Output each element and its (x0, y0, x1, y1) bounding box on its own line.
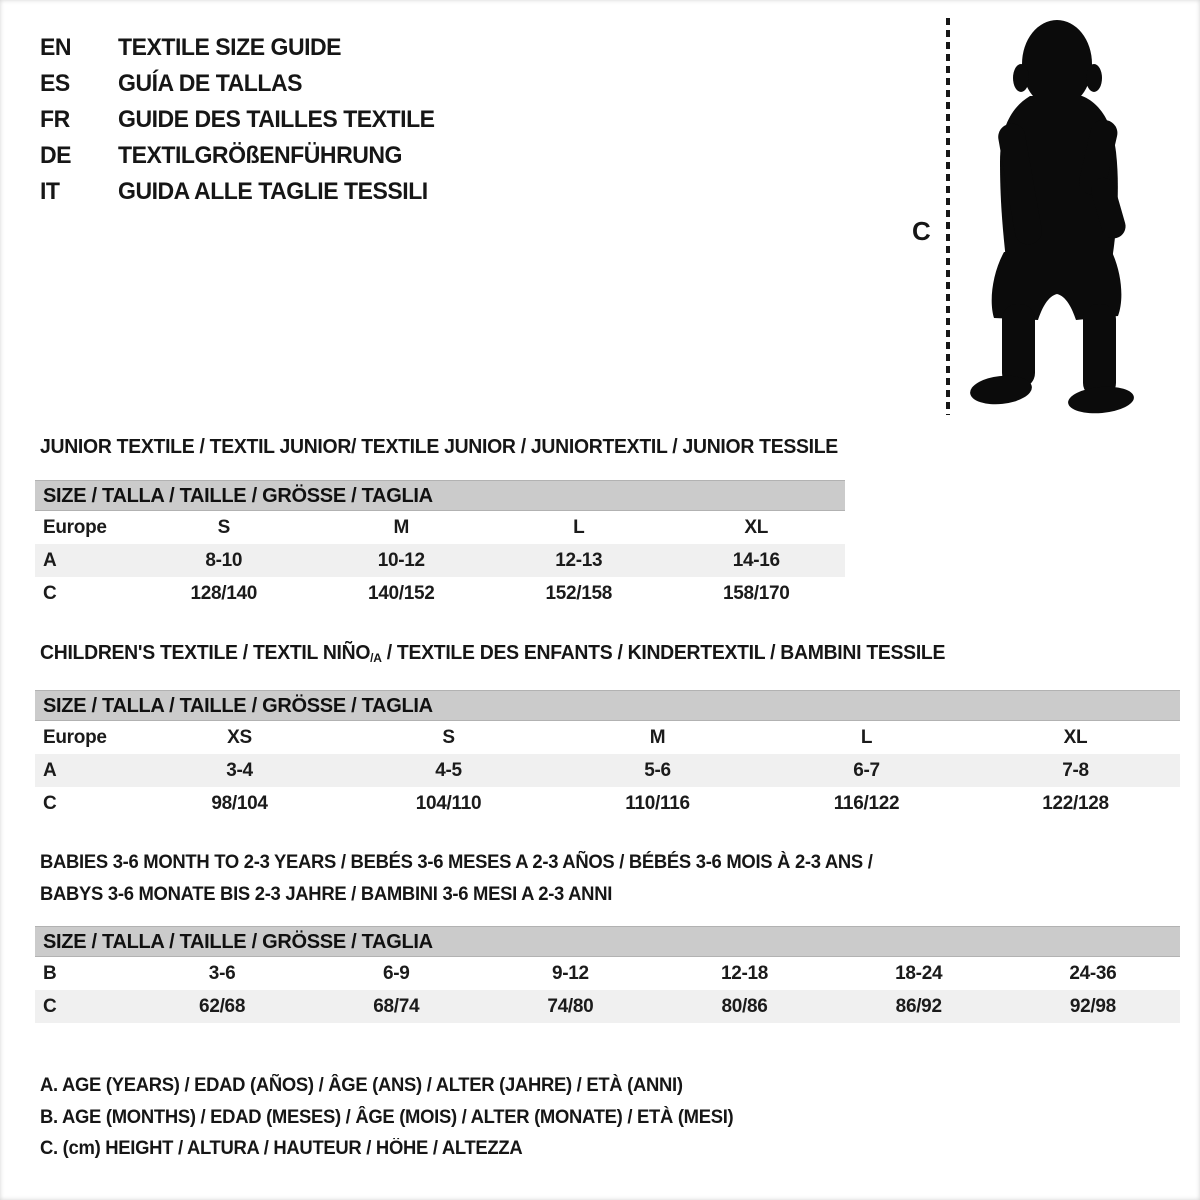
size-cell: 122/128 (1042, 792, 1109, 814)
size-cell: 140/152 (367, 582, 435, 604)
size-cell: S (217, 516, 230, 538)
size-cell: XS (227, 726, 252, 748)
row-label: Europe (43, 726, 107, 748)
size-cell: 12-13 (555, 549, 603, 571)
size-cell: L (573, 516, 585, 538)
language-code: ES (40, 70, 70, 97)
size-cell: 7-8 (1062, 759, 1089, 781)
size-cell: 12-18 (720, 962, 769, 984)
toddler-silhouette-icon (960, 12, 1145, 414)
size-cell: 9-12 (551, 962, 589, 984)
language-code: IT (40, 178, 60, 205)
section-title-text: BABIES 3-6 MONTH TO 2-3 YEARS / BEBÉS 3-6 MESES A 2-3 AÑOS / BÉBÉS 3-6 MOIS À 2-3 ANS / (40, 852, 873, 873)
size-cell: 8-10 (205, 549, 243, 571)
language-title: TEXTILGRÖßENFÜHRUNG (118, 142, 402, 169)
language-title: GUIDA ALLE TAGLIE TESSILI (118, 178, 428, 205)
row-label: Europe (43, 516, 107, 538)
height-measure-label: C (912, 216, 931, 246)
size-cell: XL (1063, 726, 1088, 748)
size-cell: 92/98 (1069, 995, 1116, 1017)
size-cell: 62/68 (199, 995, 246, 1017)
size-cell: 5-6 (644, 759, 671, 781)
section-title-text: CHILDREN'S TEXTILE / TEXTIL NIÑO (40, 642, 371, 664)
size-cell: 10-12 (377, 549, 425, 571)
section-title-text: / TEXTILE DES ENFANTS / KINDERTEXTIL / BAMBINI TESSILE (381, 642, 946, 664)
footnotes (40, 1070, 755, 1165)
table-row-height (35, 577, 845, 610)
footnote-height: C. (cm) HEIGHT / ALTURA / HAUTEUR / HÖHE / ALTEZZA (40, 1138, 523, 1159)
size-cell: M (393, 516, 410, 538)
language-row-de (40, 138, 448, 174)
height-measure-line (946, 18, 950, 415)
section-title-children (40, 642, 945, 669)
junior-size-table (35, 480, 845, 610)
size-cell: 128/140 (190, 582, 258, 604)
row-label: C (43, 995, 57, 1017)
section-title-babies-line1 (40, 852, 873, 874)
footnote-age-years: A. AGE (YEARS) / EDAD (AÑOS) / ÂGE (ANS) / ALTER (JAHRE) / ETÀ (ANNI) (40, 1075, 683, 1096)
language-row-en (40, 30, 448, 66)
size-cell: 74/80 (547, 995, 594, 1017)
size-cell: 14-16 (732, 549, 780, 571)
row-label: A (43, 549, 57, 571)
size-cell: 6-9 (382, 962, 410, 984)
section-title-subscript: /A (370, 651, 382, 666)
row-label: B (43, 962, 57, 984)
section-title-text: BABYS 3-6 MONATE BIS 2-3 JAHRE / BAMBINI 3-6 MESI A 2-3 ANNI (40, 884, 613, 905)
size-cell: 110/116 (625, 792, 690, 814)
size-cell: M (649, 726, 666, 748)
table-row-height (35, 990, 1180, 1023)
language-row-it (40, 174, 448, 210)
section-title-text: JUNIOR TEXTILE / TEXTIL JUNIOR/ TEXTILE JUNIOR / JUNIORTEXTIL / JUNIOR TESSILE (40, 436, 838, 458)
size-cell: 6-7 (853, 759, 880, 781)
size-cell: 68/74 (373, 995, 420, 1017)
language-code: FR (40, 106, 70, 133)
size-cell: L (860, 726, 873, 748)
size-cell: 3-6 (208, 962, 236, 984)
size-cell: 86/92 (895, 995, 942, 1017)
size-cell: 80/86 (721, 995, 768, 1017)
babies-size-table (35, 926, 1180, 1023)
table-row-age (35, 754, 1180, 787)
language-title: GUIDE DES TAILLES TEXTILE (118, 106, 435, 133)
language-row-es (40, 66, 448, 102)
table-row-height (35, 787, 1180, 820)
size-cell: 3-4 (226, 759, 253, 781)
size-cell: 116/122 (833, 792, 900, 814)
size-cell: 104/110 (415, 792, 482, 814)
table-row-europe (35, 721, 1180, 754)
language-code: DE (40, 142, 72, 169)
size-cell: 158/170 (722, 582, 790, 604)
section-title-babies-line2 (40, 884, 612, 906)
size-cell: XL (744, 516, 769, 538)
size-header-bar: SIZE / TALLA / TAILLE / GRÖSSE / TAGLIA (35, 690, 1180, 721)
table-row-age (35, 544, 845, 577)
children-size-table (35, 690, 1180, 820)
language-code: EN (40, 34, 72, 61)
section-title-junior (40, 436, 838, 458)
size-cell: 98/104 (211, 792, 268, 814)
size-cell: S (442, 726, 455, 748)
size-header-bar: SIZE / TALLA / TAILLE / GRÖSSE / TAGLIA (35, 480, 845, 511)
footnote-age-months: B. AGE (MONTHS) / EDAD (MESES) / ÂGE (MOIS) / ALTER (MONATE) / ETÀ (MESI) (40, 1106, 734, 1128)
size-cell: 4-5 (435, 759, 462, 781)
table-row-months (35, 957, 1180, 990)
row-label: C (43, 792, 57, 814)
row-label: A (43, 759, 57, 781)
size-cell: 152/158 (545, 582, 613, 604)
language-title: TEXTILE SIZE GUIDE (118, 34, 342, 61)
language-list (40, 30, 448, 210)
size-cell: 24-36 (1069, 962, 1117, 984)
size-cell: 18-24 (895, 962, 943, 984)
language-row-fr (40, 102, 448, 138)
row-label: C (43, 582, 57, 604)
table-row-europe (35, 511, 845, 544)
language-title: GUÍA DE TALLAS (118, 70, 302, 97)
size-header-bar: SIZE / TALLA / TAILLE / GRÖSSE / TAGLIA (35, 926, 1180, 957)
